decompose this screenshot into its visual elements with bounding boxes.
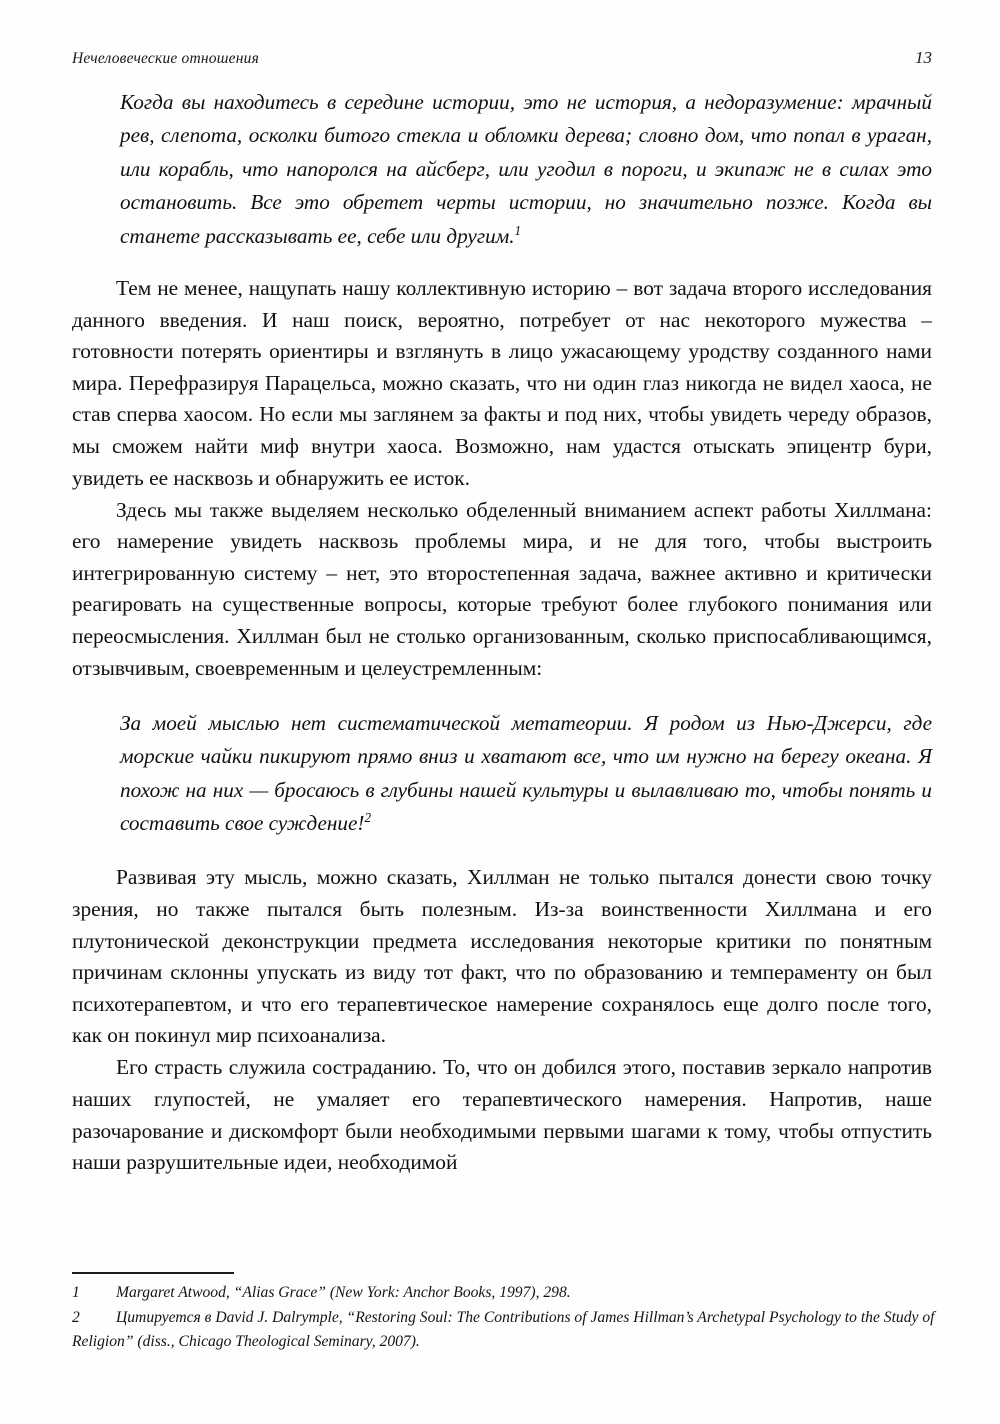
footnote-number-1: 1 bbox=[72, 1284, 80, 1301]
running-head bbox=[72, 48, 932, 76]
quote-hillman-metatheory-text: За моей мыслью нет систематической метатеории. Я родом из Нью-Джерси, где морские чайки пикируют прямо вниз и хватают все, что им нужно на берегу океана. Я похож на них — бросаюсь в глубины нашей культуры и вылавливаю то, чтобы понять и составить свое суждение! bbox=[120, 710, 932, 835]
paragraph-collective-history: Тем не менее, нащупать нашу коллективную историю – вот задача второго исследования данного введения. И наш поиск, вероятно, потребует от нас некоторого мужества – готовности потерять ориентиры и взглянуть в лицо ужасающему уродству созданного нами мира. Перефразируя Парацельса, можно сказать, что ни один глаз никогда не видел хаоса, не став сперва хаосом. Но если мы заглянем за факты и под них, чтобы увидеть череду образов, мы сможем найти миф внутри хаоса. Возможно, нам удастся отыскать эпицентр бури, увидеть ее насквозь и обнаружить ее исток. bbox=[72, 276, 932, 490]
footnote-separator-rule bbox=[72, 1272, 234, 1274]
epigraph-quote-atwood-text: Когда вы находитесь в середине истории, это не история, а недоразумение: мрачный рев, слепота, осколки битого стекла и обломки дерева; словно дом, что попал в ураган, или корабль, что напоролся на айсберг, или угодил в пороги, и экипаж не в силах это остановить. Все это обретет черты истории, но значительно позже. Когда вы станете рассказывать ее, себе или другим. bbox=[120, 90, 932, 248]
footnote-marker-2[interactable]: 2 bbox=[364, 809, 372, 825]
footnote-marker-1[interactable]: 1 bbox=[514, 222, 522, 238]
footnote-text-1: Margaret Atwood, “Alias Grace” (New York: Anchor Books, 1997), 298. bbox=[116, 1284, 571, 1301]
page-number: 13 bbox=[915, 48, 932, 67]
paragraph-hillman-usefulness: Развивая эту мысль, можно сказать, Хиллман не только пытался донести свою точку зрения, но также пытался быть полезным. Из-за воинственности Хиллмана и его плутонической деконструкции предмета исследования некоторые критики по понятным причинам склонны упускать из виду тот факт, что по образованию и темпераменту он был психотерапевтом, и что его терапевтическое намерение сохранялось еще долго после того, как он покинул мир психоанализа. bbox=[72, 865, 932, 1048]
footnote-text-2: Цитируется в David J. Dalrymple, “Restoring Soul: The Contributions of James Hillman’s Archetypal Psychology to the Study of Religion” (diss., Chicago Theological Seminary, 2007). bbox=[72, 1308, 935, 1351]
spacer-after-quote-two bbox=[72, 840, 932, 862]
paragraph-hillman-aspect: Здесь мы также выделяем несколько обделенный вниманием аспект работы Хиллмана: его намерение увидеть насквозь проблемы мира, и не для того, чтобы выстроить интегрированную систему – нет, это второстепенная задача, важнее активно и критически реагировать на существенные вопросы, которые требуют более глубокого понимания или переосмысления. Хиллман был не столько организованным, сколько приспосабливающимся, отзывчивым, своевременным и целеустремленным: bbox=[72, 497, 932, 680]
footnotes-section bbox=[72, 1272, 942, 1355]
footnote-number-2: 2 bbox=[72, 1308, 80, 1326]
text-column bbox=[72, 86, 932, 1179]
footnote-item-2 bbox=[72, 1306, 942, 1355]
epigraph-quote-atwood bbox=[72, 86, 932, 253]
footnote-item-1 bbox=[72, 1281, 942, 1306]
running-head-title: Нечеловеческие отношения bbox=[72, 50, 259, 67]
quote-hillman-metatheory bbox=[72, 707, 932, 841]
spacer-after-epigraph bbox=[72, 253, 932, 273]
paragraph-compassion: Его страсть служила состраданию. То, что он добился этого, поставив зеркало напротив наших глупостей, не умаляет его терапевтического намерения. Напротив, наше разочарование и дискомфорт были необходимыми первыми шагами к тому, чтобы отпустить наши разрушительные идеи, необходимой bbox=[72, 1055, 932, 1175]
spacer-before-quote-two bbox=[72, 685, 932, 707]
